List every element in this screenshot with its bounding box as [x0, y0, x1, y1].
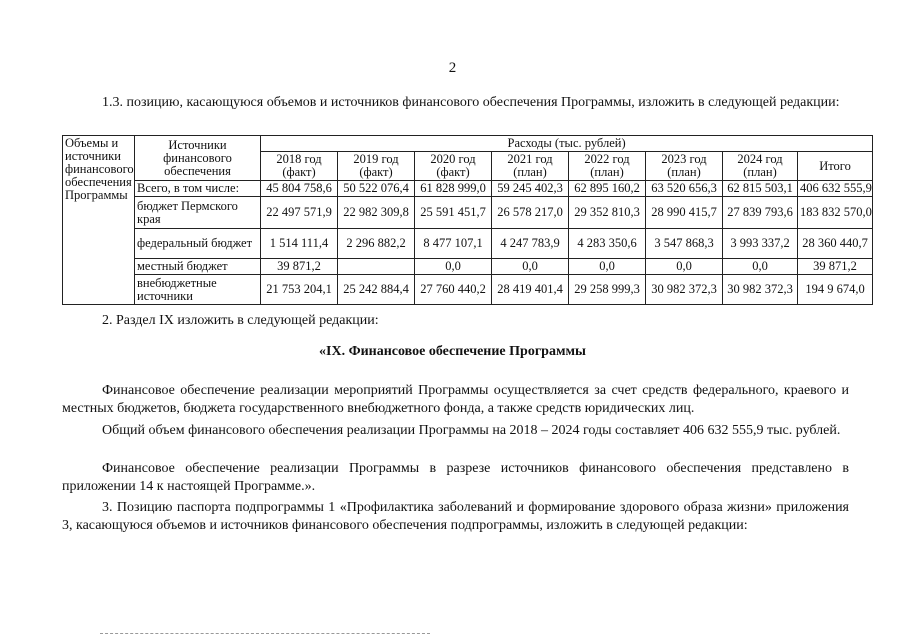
value-cell: 1 514 111,4 — [261, 229, 338, 259]
year-header: 2020 год (факт) — [415, 152, 492, 181]
paragraph-2: 2. Раздел IX изложить в следующей редакции: — [102, 313, 379, 328]
value-cell: 28 990 415,7 — [646, 197, 723, 229]
value-cell: 3 993 337,2 — [723, 229, 798, 259]
value-cell: 59 245 402,3 — [492, 181, 569, 197]
value-cell: 0,0 — [492, 259, 569, 275]
year-header: 2019 год (факт) — [338, 152, 415, 181]
year-header: 2024 год (план) — [723, 152, 798, 181]
table-row-label: Объемы и источники финансового обеспечения Программы — [63, 136, 135, 305]
source-cell: федеральный бюджет — [135, 229, 261, 259]
value-cell: 63 520 656,3 — [646, 181, 723, 197]
paragraph-financing-sources: Финансовое обеспечение реализации мероприятий Программы осуществляется за счет средств федерального, краевого и местных бюджетов, бюджета государственного внебюджетного фонда, а также средств юридических лиц. — [62, 383, 849, 416]
source-cell: бюджет Пермского края — [135, 197, 261, 229]
value-cell: 30 982 372,3 — [646, 275, 723, 305]
value-cell: 22 982 309,8 — [338, 197, 415, 229]
value-cell: 27 839 793,6 — [723, 197, 798, 229]
section-heading: «IX. Финансовое обеспечение Программы — [319, 344, 586, 359]
table-row — [63, 259, 873, 275]
value-cell: 61 828 999,0 — [415, 181, 492, 197]
value-cell: 8 477 107,1 — [415, 229, 492, 259]
year-header: 2018 год (факт) — [261, 152, 338, 181]
value-cell: 0,0 — [646, 259, 723, 275]
value-cell: 29 258 999,3 — [569, 275, 646, 305]
expenses-header: Расходы (тыс. рублей) — [261, 136, 873, 152]
page-number: 2 — [448, 60, 457, 76]
value-cell: 39 871,2 — [261, 259, 338, 275]
value-cell: 45 804 758,6 — [261, 181, 338, 197]
value-cell: 0,0 — [569, 259, 646, 275]
paragraph-3: 3. Позицию паспорта подпрограммы 1 «Профилактика заболеваний и формирование здорового образа жизни» приложения 3, касающуюся объемов и источников финансового обеспечения подпрограммы, изложить в следующей редакции: — [62, 500, 849, 533]
value-cell: 27 760 440,2 — [415, 275, 492, 305]
value-cell: 25 242 884,4 — [338, 275, 415, 305]
cut-off-line — [100, 633, 430, 634]
year-header: 2021 год (план) — [492, 152, 569, 181]
value-cell: 62 895 160,2 — [569, 181, 646, 197]
value-cell: 22 497 571,9 — [261, 197, 338, 229]
value-cell: 0,0 — [723, 259, 798, 275]
paragraph-total-volume: Общий объем финансового обеспечения реализации Программы на 2018 – 2024 годы составляет 406 632 555,9 тыс. рублей. — [102, 423, 841, 438]
total-cell: 183 832 570,0 — [798, 197, 873, 229]
total-header: Итого — [798, 152, 873, 181]
table-row — [63, 181, 873, 197]
table-row — [63, 197, 873, 229]
value-cell: 29 352 810,3 — [569, 197, 646, 229]
value-cell: 0,0 — [415, 259, 492, 275]
financing-table — [62, 135, 873, 305]
value-cell: 25 591 451,7 — [415, 197, 492, 229]
table-row — [63, 229, 873, 259]
value-cell: 4 283 350,6 — [569, 229, 646, 259]
value-cell: 4 247 783,9 — [492, 229, 569, 259]
source-cell: внебюджетные источники — [135, 275, 261, 305]
value-cell: 62 815 503,1 — [723, 181, 798, 197]
year-header: 2022 год (план) — [569, 152, 646, 181]
table-row — [63, 275, 873, 305]
year-header: 2023 год (план) — [646, 152, 723, 181]
total-cell: 406 632 555,9 — [798, 181, 873, 197]
paragraph-appendix-ref: Финансовое обеспечение реализации Программы в разрезе источников финансового обеспечения представлено в приложении 14 к настоящей Программе.». — [62, 461, 849, 494]
value-cell: 28 419 401,4 — [492, 275, 569, 305]
value-cell: 3 547 868,3 — [646, 229, 723, 259]
total-cell: 39 871,2 — [798, 259, 873, 275]
total-cell: 194 9 674,0 — [798, 275, 873, 305]
value-cell: 26 578 217,0 — [492, 197, 569, 229]
source-cell: местный бюджет — [135, 259, 261, 275]
total-cell: 28 360 440,7 — [798, 229, 873, 259]
paragraph-1-3: 1.3. позицию, касающуюся объемов и источников финансового обеспечения Программы, изложить в следующей редакции: — [102, 95, 840, 110]
sources-header: Источники финансового обеспечения — [135, 136, 261, 181]
value-cell: 30 982 372,3 — [723, 275, 798, 305]
source-cell: Всего, в том числе: — [135, 181, 261, 197]
value-cell: 50 522 076,4 — [338, 181, 415, 197]
value-cell: 2 296 882,2 — [338, 229, 415, 259]
value-cell — [338, 259, 415, 275]
value-cell: 21 753 204,1 — [261, 275, 338, 305]
